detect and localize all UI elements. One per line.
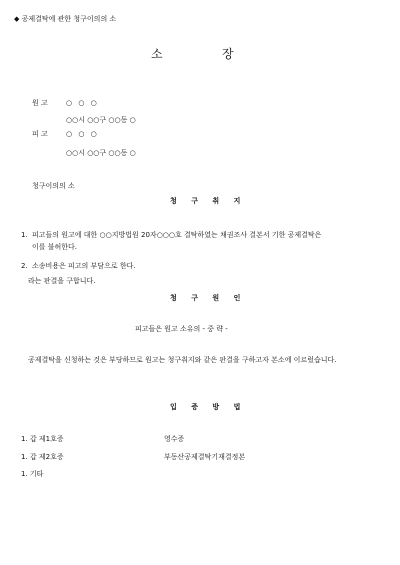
evidence-item-2: 1. 갑 제2호증 (21, 453, 64, 461)
claim-item-1-continuation: 이를 불허한다. (32, 243, 78, 251)
claim-item-1-text: 피고들의 원고에 대한 ○○지방법원 20자○○○호 결탁하였는 채권조사 결본서 기한 공제결탁은 (32, 231, 322, 239)
cause-heading: 청 구 원 인 (170, 294, 247, 302)
evidence-item-1: 1. 갑 제1호증 (21, 435, 64, 443)
claim-item-1-number: 1. (21, 231, 28, 239)
evidence-item-1-description: 영수증 (164, 435, 185, 443)
plaintiff-address: ○○시 ○○구 ○○동 ○ (66, 116, 136, 124)
case-name: 청구이의의 소 (32, 182, 75, 190)
plaintiff-role: 원 고 (32, 99, 48, 107)
cause-text: 피고들은 원고 소유의 - 중 략 - (135, 325, 228, 333)
defendant-role: 피 고 (32, 130, 48, 138)
evidence-item-2-description: 부동산공제결탁기재결정본 (164, 453, 246, 461)
judgment-line: 라는 판결을 구합니다. (28, 277, 96, 285)
header-note: ◆ 공제결탁에 관한 청구이의의 소 (14, 15, 117, 23)
evidence-item-3: 1. 기타 (21, 470, 44, 478)
plaintiff-name: ○ ○ ○ (66, 99, 99, 107)
title-left: 소 (151, 47, 163, 61)
claim-heading: 청 구 취 지 (170, 197, 247, 205)
conclusion-paragraph: 공제결탁을 신청하는 것은 부당하므로 원고는 청구취지와 같은 판결을 구하고자 본소에 이르렀습니다. (28, 356, 337, 364)
title-right: 장 (222, 47, 234, 61)
defendant-name: ○ ○ ○ (66, 130, 99, 138)
claim-item-2-number: 2. (21, 262, 28, 270)
evidence-heading: 입 증 방 법 (170, 403, 247, 411)
claim-item-2-text: 소송비용은 피고의 부담으로 한다. (32, 262, 136, 270)
defendant-address: ○○시 ○○구 ○○동 ○ (66, 149, 136, 157)
